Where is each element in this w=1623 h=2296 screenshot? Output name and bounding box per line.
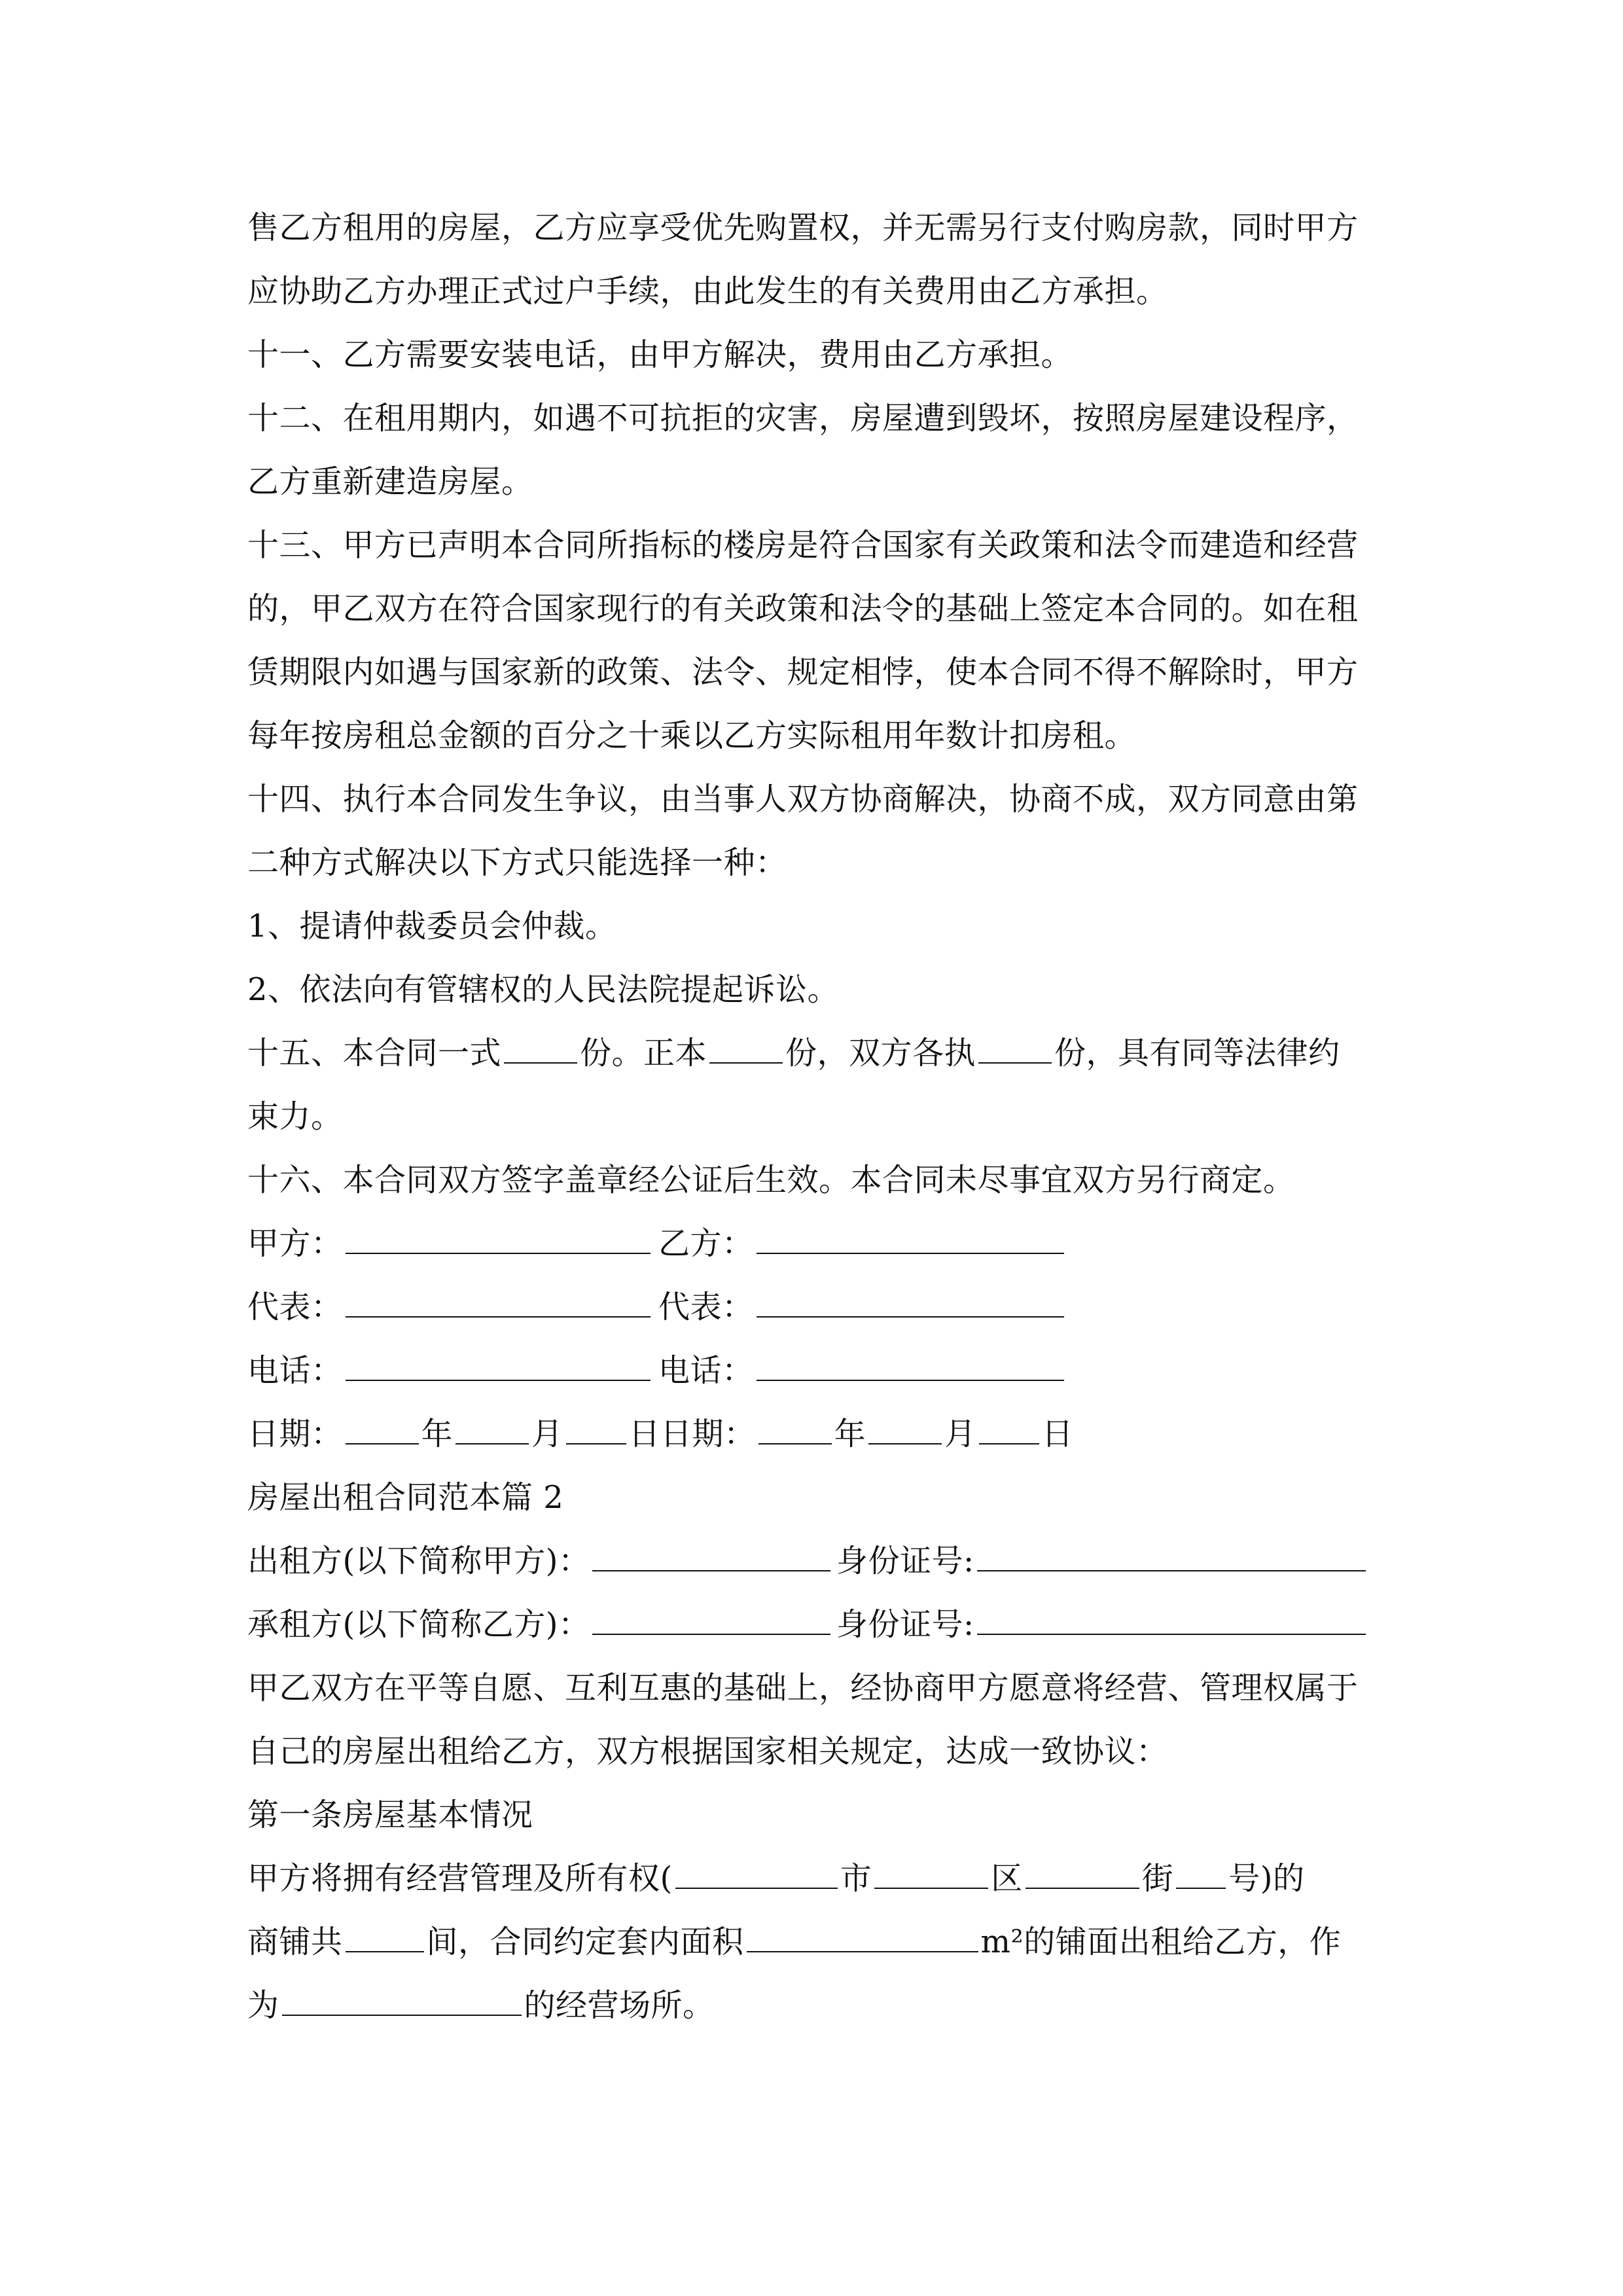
- district-label: 区: [991, 1860, 1023, 1897]
- city-label: 市: [840, 1860, 872, 1897]
- purpose-text: 为: [247, 1987, 279, 2024]
- copies-text: 份，具有同等法律约: [1054, 1035, 1340, 1071]
- id-label: 身份证号:: [836, 1606, 974, 1643]
- lessor-row: [247, 1541, 1380, 1581]
- text-line: 束力。: [247, 1098, 343, 1135]
- text-line: 十六、本合同双方签字盖章经公证后生效。本合同未尽事宜双方另行商定。: [247, 1162, 1295, 1198]
- number-blank[interactable]: [1176, 1859, 1226, 1889]
- party-b-label: 乙方：: [658, 1225, 754, 1262]
- date-a-year-blank[interactable]: [346, 1414, 419, 1444]
- signature-row-date: [247, 1414, 1380, 1454]
- section-title: 房屋出租合同范本篇 2: [247, 1479, 564, 1516]
- tel-b-blank[interactable]: [757, 1351, 1064, 1381]
- copies-text: 份，双方各执: [785, 1035, 976, 1071]
- copies-clause: [247, 1033, 1380, 1073]
- text-line: 应协助乙方办理正式过户手续，由此发生的有关费用由乙方承担。: [247, 273, 1168, 310]
- text-line: 十二、在租用期内，如遇不可抗拒的灾害，房屋遭到毁坏，按照房屋建设程序，: [247, 400, 1359, 437]
- date-a-month-blank[interactable]: [455, 1414, 529, 1444]
- lessor-id-blank[interactable]: [977, 1541, 1366, 1571]
- text-line: 十一、乙方需要安装电话，由甲方解决，费用由乙方承担。: [247, 336, 1073, 373]
- tel-a-blank[interactable]: [346, 1351, 651, 1381]
- tel-a-label: 电话：: [247, 1352, 343, 1389]
- rep-b-blank[interactable]: [757, 1287, 1064, 1318]
- city-blank[interactable]: [675, 1859, 838, 1889]
- purpose-text: 的经营场所。: [524, 1987, 715, 2024]
- area-row: [247, 1922, 1380, 1962]
- tel-b-label: 电话：: [658, 1352, 754, 1389]
- lessee-label: 承租方(以下简称乙方)：: [247, 1606, 590, 1643]
- month-label: 月: [944, 1416, 976, 1452]
- signature-row-party: [247, 1224, 1380, 1263]
- text-line: 赁期限内如遇与国家新的政策、法令、规定相悖，使本合同不得不解除时，甲方: [247, 654, 1359, 691]
- rep-a-blank[interactable]: [346, 1287, 651, 1318]
- lessor-name-blank[interactable]: [592, 1541, 830, 1571]
- day-label: 日: [1041, 1416, 1074, 1452]
- number-label: 号)的: [1228, 1860, 1305, 1897]
- address-text: 甲方将拥有经营管理及所有权(: [247, 1860, 673, 1897]
- purpose-blank[interactable]: [282, 1986, 522, 2016]
- text-line: 的，甲乙双方在符合国家现行的有关政策和法令的基础上签定本合同的。如在租: [247, 590, 1359, 627]
- id-label: 身份证号:: [836, 1543, 974, 1579]
- area-text: 商铺共: [247, 1924, 343, 1960]
- date-a-label: 日期：: [247, 1416, 343, 1452]
- copies-each-blank[interactable]: [978, 1033, 1052, 1064]
- party-a-blank[interactable]: [346, 1224, 651, 1254]
- signature-row-tel: [247, 1351, 1380, 1390]
- text-line: 每年按房租总金额的百分之十乘以乙方实际租用年数计扣房租。: [247, 717, 1137, 754]
- date-b-day-blank[interactable]: [979, 1414, 1039, 1444]
- text-line: 十四、执行本合同发生争议，由当事人双方协商解决，协商不成，双方同意由第: [247, 781, 1359, 817]
- party-a-label: 甲方：: [247, 1225, 343, 1262]
- lessee-id-blank[interactable]: [977, 1605, 1366, 1635]
- copies-text: 十五、本合同一式: [247, 1035, 502, 1071]
- text-line: 二种方式解决以下方式只能选择一种：: [247, 844, 787, 881]
- text-line: 乙方重新建造房屋。: [247, 463, 533, 500]
- lessee-row: [247, 1605, 1380, 1644]
- rep-b-label: 代表：: [658, 1289, 754, 1325]
- signature-row-rep: [247, 1287, 1380, 1327]
- text-line: 十三、甲方已声明本合同所指标的楼房是符合国家有关政策和法令而建造和经营: [247, 527, 1359, 564]
- lessee-name-blank[interactable]: [592, 1605, 830, 1635]
- copies-text: 份。正本: [580, 1035, 707, 1071]
- date-b-label: 日日期：: [628, 1416, 756, 1452]
- text-line: 1、提请仲裁委员会仲裁。: [247, 908, 617, 944]
- text-line: 自己的房屋出租给乙方，双方根据国家相关规定，达成一致协议：: [247, 1733, 1168, 1770]
- month-label: 月: [531, 1416, 563, 1452]
- area-text: 间，合同约定套内面积: [426, 1924, 744, 1960]
- copies-original-blank[interactable]: [709, 1033, 783, 1064]
- party-b-blank[interactable]: [757, 1224, 1064, 1254]
- copies-total-blank[interactable]: [504, 1033, 577, 1064]
- date-b-year-blank[interactable]: [758, 1414, 832, 1444]
- street-label: 街: [1141, 1860, 1174, 1897]
- text-line: 售乙方租用的房屋，乙方应享受优先购置权，并无需另行支付购房款，同时甲方: [247, 209, 1359, 246]
- text-line: 甲乙双方在平等自愿、互利互惠的基础上，经协商甲方愿意将经营、管理权属于: [247, 1670, 1359, 1706]
- district-blank[interactable]: [874, 1859, 988, 1889]
- date-a-day-blank[interactable]: [566, 1414, 626, 1444]
- rooms-blank[interactable]: [346, 1922, 424, 1952]
- address-row: [247, 1859, 1380, 1898]
- text-line: 2、依法向有管辖权的人民法院提起诉讼。: [247, 971, 840, 1008]
- article-title: 第一条房屋基本情况: [247, 1797, 533, 1833]
- rep-a-label: 代表：: [247, 1289, 343, 1325]
- purpose-row: [247, 1986, 1380, 2025]
- area-blank[interactable]: [747, 1922, 978, 1952]
- area-text: m²的铺面出租给乙方，作: [980, 1924, 1342, 1960]
- street-blank[interactable]: [1026, 1859, 1139, 1889]
- year-label: 年: [834, 1416, 866, 1452]
- lessor-label: 出租方(以下简称甲方)：: [247, 1543, 590, 1579]
- date-b-month-blank[interactable]: [868, 1414, 942, 1444]
- year-label: 年: [421, 1416, 454, 1452]
